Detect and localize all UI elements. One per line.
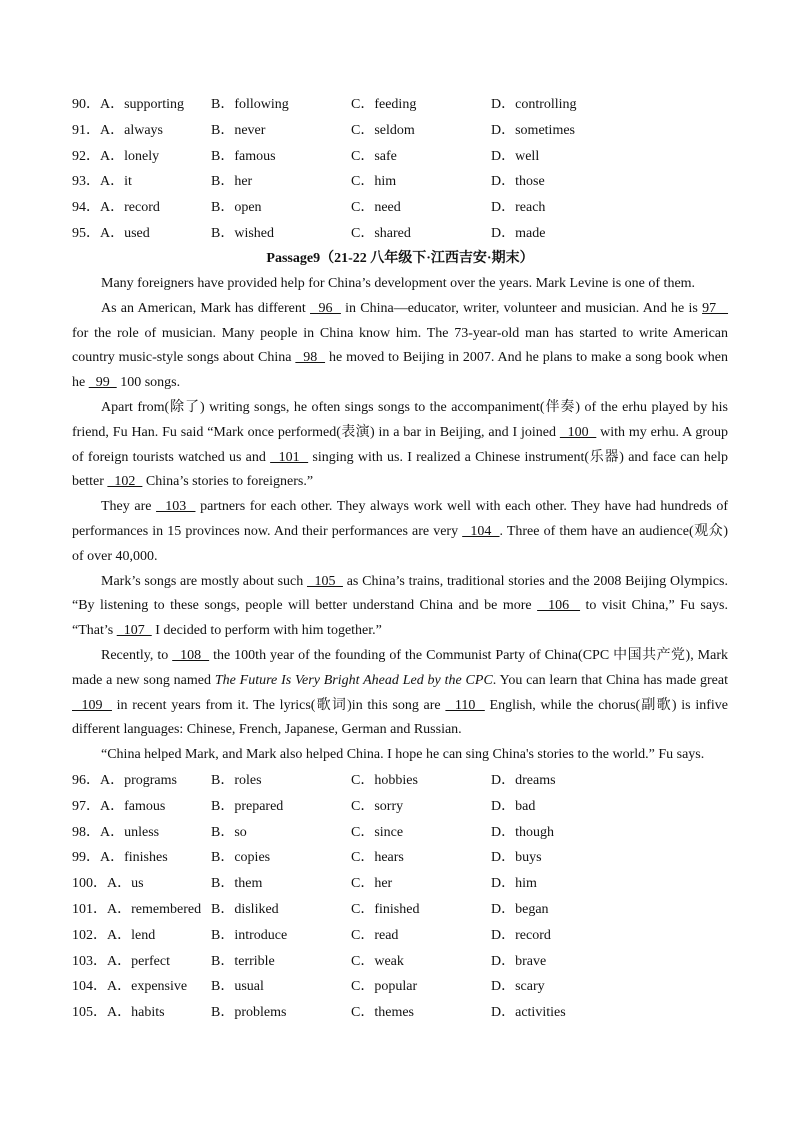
option-a: 98．A．unless bbox=[72, 824, 160, 840]
text: They are bbox=[101, 499, 157, 515]
song-title: The Future Is Very Bright Ahead Led by the CPC bbox=[214, 672, 493, 688]
text: As an American, Mark has different bbox=[101, 300, 310, 316]
option-a: 94．A．record bbox=[72, 200, 160, 216]
blank-97: 97 bbox=[702, 300, 729, 316]
option-b: B．her bbox=[211, 174, 253, 190]
text: English, while the chorus(副歌) is infive different languages: Chinese, French, Japanese, German and Russian. bbox=[72, 697, 729, 738]
option-a: 93．A．it bbox=[72, 174, 132, 190]
option-a: 99．A．finishes bbox=[72, 850, 168, 866]
text: I decided to perform with him together.” bbox=[151, 623, 382, 639]
option-c: C．sorry bbox=[351, 798, 404, 814]
option-d: D．bad bbox=[491, 798, 536, 814]
option-a: 97．A．famous bbox=[72, 798, 166, 814]
option-b: B．wished bbox=[211, 225, 274, 241]
blank-96: 96 bbox=[310, 300, 341, 316]
paragraph-1: Many foreigners have provided help for China’s development over the years. Mark Levine is one of them. bbox=[101, 276, 696, 291]
paragraph-6 bbox=[72, 644, 728, 743]
blank-108: 108 bbox=[172, 647, 210, 663]
option-b: B．disliked bbox=[211, 901, 279, 917]
text: Recently, to bbox=[101, 647, 173, 663]
option-d: D．activities bbox=[491, 1005, 566, 1021]
option-b: B．open bbox=[211, 200, 262, 216]
option-b: B．them bbox=[211, 876, 263, 892]
blank-100: 100 bbox=[559, 424, 597, 440]
text: China’s stories to foreigners.” bbox=[142, 474, 314, 490]
option-a: 90．A．supporting bbox=[72, 97, 184, 112]
option-a: 102．A．lend bbox=[72, 927, 156, 943]
option-c: C．seldom bbox=[351, 122, 415, 138]
option-c: C．feeding bbox=[351, 97, 417, 112]
option-b: B．never bbox=[211, 122, 266, 138]
passage-title: Passage9（21-22 八年级下·江西吉安·期末） bbox=[266, 251, 534, 266]
text: he moved to Beijing in 2007. And he plans to make a song book when he bbox=[72, 350, 728, 391]
option-a: 101．A．remembered bbox=[72, 901, 202, 917]
option-d: D．reach bbox=[491, 200, 546, 216]
option-d: D．brave bbox=[491, 953, 547, 969]
option-c: C．read bbox=[351, 927, 399, 943]
option-a: 100．A．us bbox=[72, 876, 144, 892]
text: to visit China,” Fu says. “That’s bbox=[72, 598, 729, 639]
option-b: B．introduce bbox=[211, 927, 288, 943]
text: . Three of them have an audience(观众) of over 40,000. bbox=[72, 523, 729, 564]
option-c: C．weak bbox=[351, 953, 404, 969]
option-d: D．scary bbox=[491, 979, 545, 995]
blank-103: 103 bbox=[156, 499, 196, 515]
option-c: C．safe bbox=[351, 148, 397, 164]
option-b: B．problems bbox=[211, 1005, 287, 1021]
blank-98: 98 bbox=[295, 350, 326, 366]
paragraph-4 bbox=[72, 495, 728, 569]
option-d: D．those bbox=[491, 174, 545, 190]
blank-105: 105 bbox=[306, 573, 343, 589]
text: with my erhu. A group of foreign tourists watched us and bbox=[72, 424, 728, 465]
text: singing with us. I realized a Chinese instrument(乐器) and face can help better bbox=[72, 449, 728, 490]
blank-109: 109 bbox=[72, 697, 112, 713]
blank-99: 99 bbox=[88, 375, 117, 391]
option-b: B．famous bbox=[211, 148, 276, 164]
option-d: D．buys bbox=[491, 850, 542, 866]
text: in China—educator, writer, volunteer and musician. And he is bbox=[340, 300, 703, 316]
option-a: 104．A．expensive bbox=[72, 979, 188, 995]
text: partners for each other. They always work well with each other. They have had hundreds of performances in 15 provinces now. And their performances are very bbox=[72, 499, 729, 539]
option-b: B．terrible bbox=[211, 953, 275, 969]
blank-110: 110 bbox=[445, 697, 485, 713]
option-d: D．controlling bbox=[491, 97, 577, 112]
option-b: B．copies bbox=[211, 850, 271, 866]
text: 100 songs. bbox=[116, 375, 181, 391]
paragraph-3 bbox=[72, 396, 728, 495]
option-a: 92．A．lonely bbox=[72, 148, 160, 164]
option-d: D．sometimes bbox=[491, 122, 575, 138]
blank-101: 101 bbox=[270, 449, 309, 465]
option-b: B．so bbox=[211, 824, 247, 840]
option-d: D．though bbox=[491, 824, 554, 840]
option-a: 103．A．perfect bbox=[72, 953, 170, 969]
option-c: C．her bbox=[351, 876, 393, 892]
paragraph-5 bbox=[72, 570, 728, 644]
option-d: D．record bbox=[491, 927, 551, 943]
blank-102: 102 bbox=[107, 474, 143, 490]
option-c: C．since bbox=[351, 824, 404, 840]
option-c: C．him bbox=[351, 174, 397, 190]
blank-107: 107 bbox=[116, 623, 152, 639]
option-c: C．popular bbox=[351, 979, 418, 995]
option-d: D．well bbox=[491, 148, 540, 164]
text: Apart from(除了) writing songs, he often sings songs to the accompaniment(伴奏) of the erhu played by his friend, Fu Han. Fu said “Mark once performed(表演) in a bar in Beijing, and I joined bbox=[72, 399, 728, 440]
option-b: B．prepared bbox=[211, 798, 284, 814]
option-c: C．finished bbox=[351, 901, 420, 917]
text: Mark’s songs are mostly about such bbox=[101, 573, 307, 589]
blank-104: 104 bbox=[462, 523, 500, 539]
option-b: B．usual bbox=[211, 979, 264, 995]
text: the 100th year of the founding of the Communist Party of China(CPC 中国共产党), Mark made a new song named bbox=[72, 647, 728, 688]
option-a: 105．A．habits bbox=[72, 1005, 165, 1021]
option-b: B．roles bbox=[211, 773, 262, 788]
blank-106: 106 bbox=[537, 598, 581, 614]
option-c: C．hears bbox=[351, 850, 404, 866]
text: for the role of musician. Many people in China know him. The 73-year-old man has started to write American country music-style songs about China bbox=[72, 325, 728, 366]
text: . You can learn that China has made great bbox=[492, 672, 728, 688]
passage-body bbox=[72, 272, 728, 768]
text: in recent years from it. The lyrics(歌词)in this song are bbox=[111, 697, 446, 713]
option-a: 95．A．used bbox=[72, 225, 150, 241]
option-a: 96．A．programs bbox=[72, 773, 177, 788]
option-c: C．hobbies bbox=[351, 773, 418, 788]
option-d: D．made bbox=[491, 225, 546, 241]
option-c: C．shared bbox=[351, 225, 411, 241]
text: as China’s trains, traditional stories and the 2008 Beijing Olympics. “By listening to these songs, people will better understand China and be more bbox=[72, 573, 728, 614]
option-b: B．following bbox=[211, 97, 289, 112]
option-a: 91．A．always bbox=[72, 122, 163, 138]
option-c: C．themes bbox=[351, 1005, 414, 1021]
paragraph-2 bbox=[72, 297, 728, 396]
option-c: C．need bbox=[351, 200, 401, 216]
option-d: D．dreams bbox=[491, 773, 556, 788]
paragraph-7: “China helped Mark, and Mark also helped China. I hope he can sing China's stories to the world.” Fu says. bbox=[101, 747, 705, 763]
option-d: D．began bbox=[491, 901, 549, 917]
option-d: D．him bbox=[491, 876, 537, 892]
